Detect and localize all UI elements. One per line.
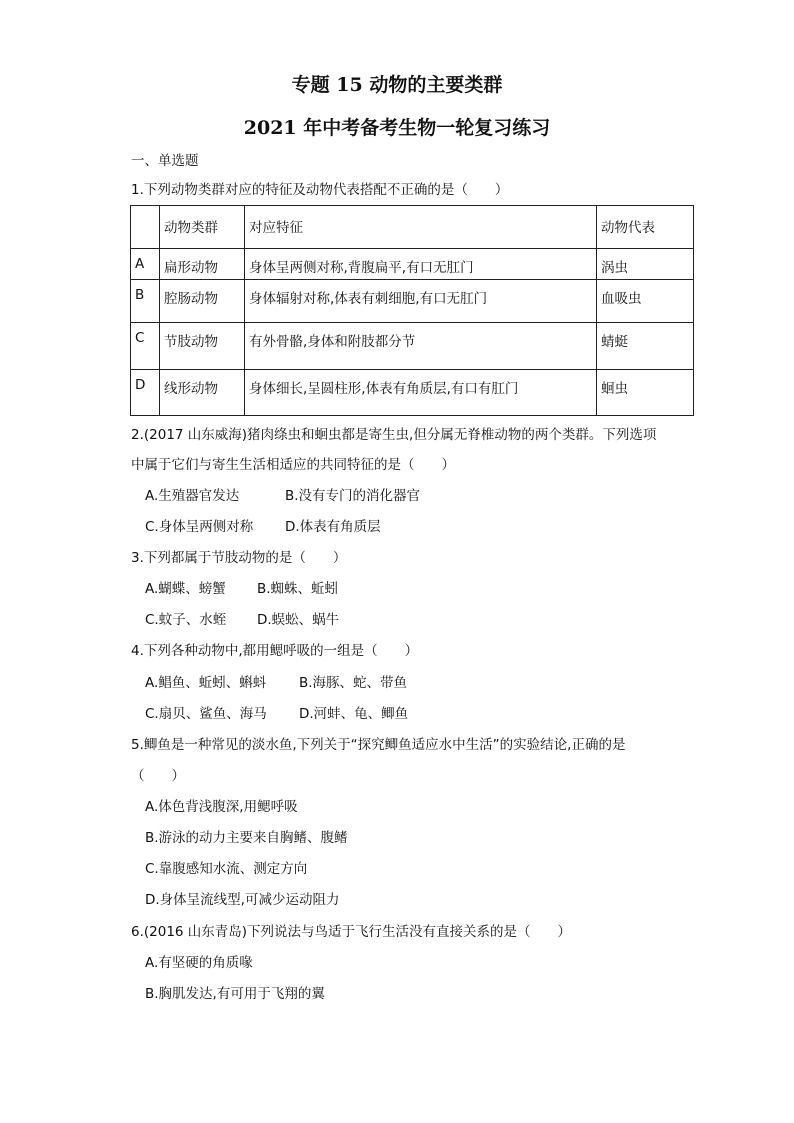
table-cell: B <box>131 280 160 323</box>
table-cell: 血吸虫 <box>597 280 694 323</box>
table-cell: A <box>131 249 160 280</box>
option-a[interactable]: A.有坚硬的角质喙 <box>145 955 253 971</box>
option-b[interactable]: B.游泳的动力主要来自胸鳍、腹鳍 <box>145 830 348 846</box>
question-3-stem: 3.下列都属于节肢动物的是（ ） <box>131 550 347 566</box>
page-title: 专题 15 动物的主要类群 <box>291 74 503 96</box>
question-1-stem: 1.下列动物类群对应的特征及动物代表搭配不正确的是（ ） <box>131 182 509 198</box>
table-cell: C <box>131 323 160 370</box>
table-cell <box>131 206 160 249</box>
question-5-stem-line2: （ ） <box>131 768 185 784</box>
question-2-stem-line1: 2.(2017 山东威海)猪肉绦虫和蛔虫都是寄生虫,但分属无脊椎动物的两个类群。下列选项 <box>131 427 657 443</box>
question-2-stem-line2: 中属于它们与寄生生活相适应的共同特征的是（ ） <box>131 457 455 473</box>
option-c[interactable]: C.扇贝、鲨鱼、海马 <box>145 706 267 722</box>
table-cell: 涡虫 <box>597 249 694 280</box>
section-heading: 一、单选题 <box>131 153 199 169</box>
table-cell: 节肢动物 <box>160 323 245 370</box>
table-cell: D <box>131 370 160 416</box>
table-row <box>131 370 694 416</box>
option-c[interactable]: C.身体呈两侧对称 <box>145 519 254 535</box>
option-b[interactable]: B.海豚、蛇、带鱼 <box>299 675 408 691</box>
option-a[interactable]: A.蝴蝶、螃蟹 <box>145 581 226 597</box>
table-cell: 身体呈两侧对称,背腹扁平,有口无肛门 <box>245 249 597 280</box>
table-cell: 身体细长,呈圆柱形,体表有角质层,有口有肛门 <box>245 370 597 416</box>
table-cell: 动物类群 <box>160 206 245 249</box>
table-header-row <box>131 206 694 249</box>
option-b[interactable]: B.胸肌发达,有可用于飞翔的翼 <box>145 986 325 1002</box>
option-d[interactable]: D.体表有角质层 <box>285 519 381 535</box>
option-a[interactable]: A.鲳鱼、蚯蚓、蝌蚪 <box>145 675 267 691</box>
question-4-stem: 4.下列各种动物中,都用鳃呼吸的一组是（ ） <box>131 643 419 659</box>
table-cell: 有外骨骼,身体和附肢都分节 <box>245 323 597 370</box>
option-a[interactable]: A.体色背浅腹深,用鳃呼吸 <box>145 799 298 815</box>
page-subtitle: 2021 年中考备考生物一轮复习练习 <box>243 117 551 139</box>
table-cell: 对应特征 <box>245 206 597 249</box>
table-cell: 身体辐射对称,体表有刺细胞,有口无肛门 <box>245 280 597 323</box>
question-1-table <box>130 205 694 416</box>
table-cell: 腔肠动物 <box>160 280 245 323</box>
question-5-stem-line1: 5.鲫鱼是一种常见的淡水鱼,下列关于“探究鲫鱼适应水中生活”的实验结论,正确的是 <box>131 737 626 753</box>
table-cell: 蜻蜓 <box>597 323 694 370</box>
option-c[interactable]: C.靠腹感知水流、测定方向 <box>145 861 308 877</box>
option-d[interactable]: D.身体呈流线型,可减少运动阻力 <box>145 892 340 908</box>
option-b[interactable]: B.没有专门的消化器官 <box>285 488 421 504</box>
table-cell: 动物代表 <box>597 206 694 249</box>
option-b[interactable]: B.蜘蛛、蚯蚓 <box>257 581 339 597</box>
table-cell: 扁形动物 <box>160 249 245 280</box>
table-row <box>131 323 694 370</box>
option-a[interactable]: A.生殖器官发达 <box>145 488 240 504</box>
question-6-stem: 6.(2016 山东青岛)下列说法与鸟适于飞行生活没有直接关系的是（ ） <box>131 924 572 940</box>
table-cell: 线形动物 <box>160 370 245 416</box>
table-row <box>131 280 694 323</box>
table-cell: 蛔虫 <box>597 370 694 416</box>
option-c[interactable]: C.蚊子、水蛭 <box>145 612 227 628</box>
option-d[interactable]: D.蜈蚣、蜗牛 <box>257 612 340 628</box>
option-d[interactable]: D.河蚌、龟、鲫鱼 <box>299 706 409 722</box>
table-row <box>131 249 694 280</box>
